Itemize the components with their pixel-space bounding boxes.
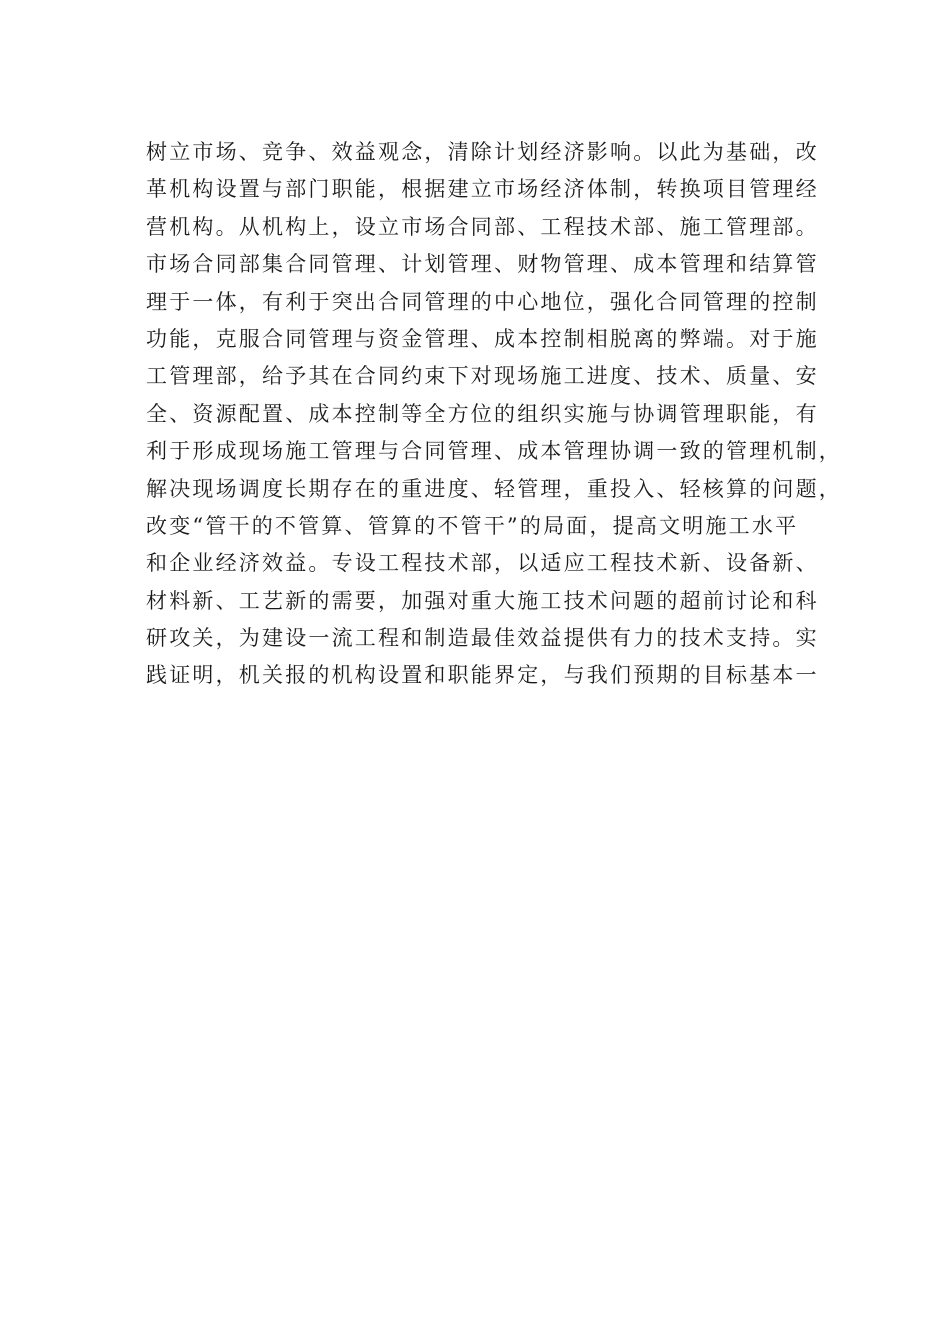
text-line: 材料新、工艺新的需要，加强对重大施工技术问题的超前讨论和科 [146,588,819,613]
body-text [146,134,842,695]
text-line: 市场合同部集合同管理、计划管理、财物管理、成本管理和结算管 [146,252,819,277]
text-line: 全、资源配置、成本控制等全方位的组织实施与协调管理职能，有 [146,401,819,426]
text-line: 解决现场调度长期存在的重进度、轻管理，重投入、轻核算的问题， [146,476,842,501]
text-line: 研攻关，为建设一流工程和制造最佳效益提供有力的技术支持。实 [146,626,819,651]
text-line: 功能，克服合同管理与资金管理、成本控制相脱离的弊端。对于施 [146,326,819,351]
text-line: 营机构。从机构上，设立市场合同部、工程技术部、施工管理部。 [146,214,819,239]
text-line: 改变“管干的不管算、管算的不管干”的局面，提高文明施工水平 [146,513,799,538]
text-line: 工管理部，给予其在合同约束下对现场施工进度、技术、质量、安 [146,364,819,389]
text-line: 理于一体，有利于突出合同管理的中心地位，强化合同管理的控制 [146,289,819,314]
text-line: 和企业经济效益。专设工程技术部，以适应工程技术新、设备新、 [146,551,819,576]
text-line: 树立市场、竞争、效益观念，清除计划经济影响。以此为基础，改 [146,140,819,164]
text-line: 革机构设置与部门职能，根据建立市场经济体制，转换项目管理经 [146,177,819,202]
text-line: 利于形成现场施工管理与合同管理、成本管理协调一致的管理机制， [146,439,842,464]
text-line: 践证明，机关报的机构设置和职能界定，与我们预期的目标基本一 [146,663,819,688]
